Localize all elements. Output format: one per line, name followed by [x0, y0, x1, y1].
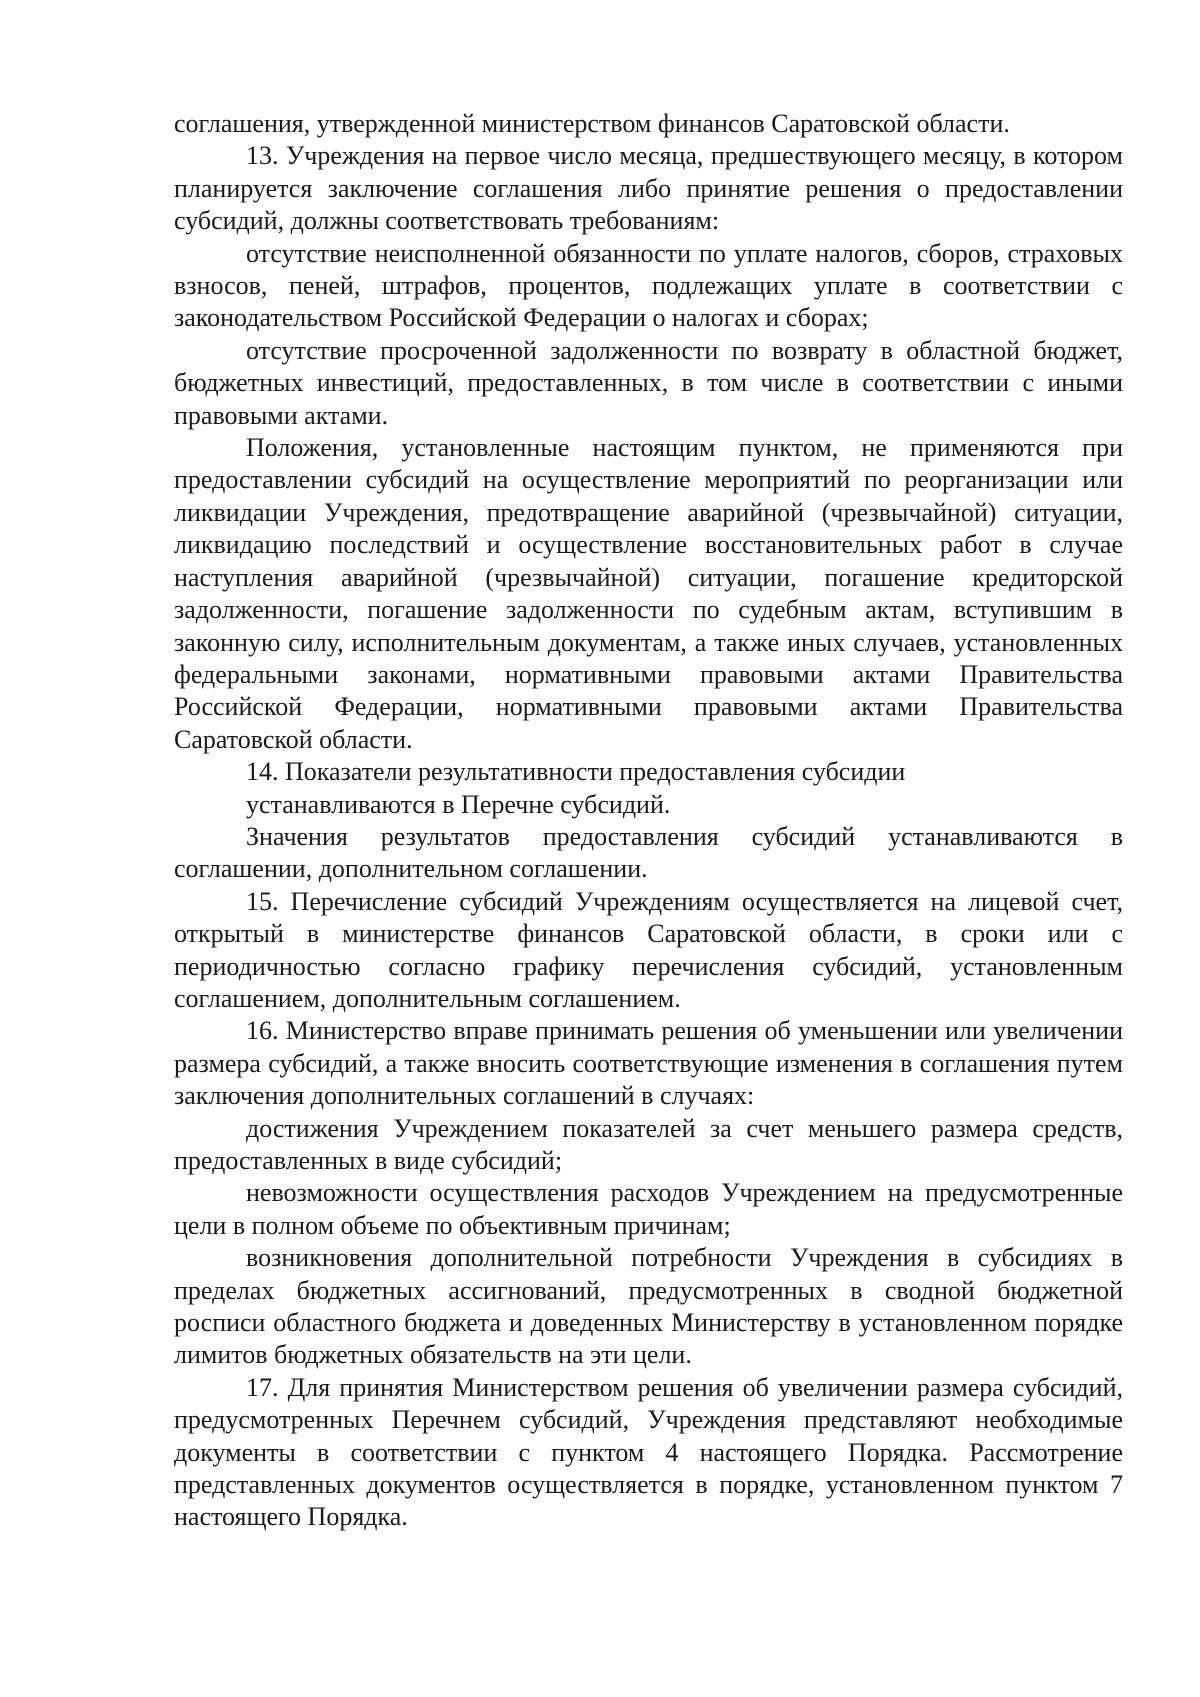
paragraph-item-14: 14. Показатели результативности предоставления субсидии: [246, 757, 906, 787]
paragraph-requirement-taxes: отсутствие неисполненной обязанности по уплате налогов, сборов, страховых взносов, пеней, штрафов, процентов, подлежащих уплате в соответствии с законодательством Российской Федерации о налогах и сборах;: [174, 238, 1123, 333]
paragraph-item-14-continued: устанавливаются в Перечне субсидий.: [246, 789, 671, 819]
document-body: [174, 108, 1123, 1534]
paragraph-case-impossibility: невозможности осуществления расходов Учреждением на предусмотренные цели в полном объеме по объективным причинам;: [174, 1178, 1123, 1240]
paragraph-item-15: 15. Перечисление субсидий Учреждениям осуществляется на лицевой счет, открытый в министерстве финансов Саратовской области, в сроки или с периодичностью согласно графику перечисления субсидий, установленным соглашением, дополнительным соглашением.: [174, 886, 1123, 1013]
paragraph-case-additional-need: возникновения дополнительной потребности Учреждения в субсидиях в пределах бюджетных ассигнований, предусмотренных в сводной бюджетной росписи областного бюджета и доведенных Министерству в установленном порядке лимитов бюджетных обязательств на эти цели.: [174, 1243, 1123, 1370]
paragraph-item-16: 16. Министерство вправе принимать решения об уменьшении или увеличении размера субсидий, а также вносить соответствующие изменения в соглашения путем заключения дополнительных соглашений в случаях:: [174, 1016, 1123, 1111]
paragraph-results-values: Значения результатов предоставления субсидий устанавливаются в соглашении, дополнительном соглашении.: [174, 821, 1123, 884]
paragraph-item-17: 17. Для принятия Министерством решения об увеличении размера субсидий, предусмотренных Перечнем субсидий, Учреждения представляют необходимые документы в соответствии с пунктом 4 настоящего Порядка. Рассмотрение представленных документов осуществляется в порядке, установленном пунктом 7 настоящего Порядка.: [174, 1372, 1123, 1532]
paragraph-item-13: 13. Учреждения на первое число месяца, предшествующего месяцу, в котором планируется заключение соглашения либо принятие решения о предоставлении субсидий, должны соответствовать требованиям:: [174, 141, 1123, 236]
paragraph-requirement-debt: отсутствие просроченной задолженности по возврату в областной бюджет, бюджетных инвестиций, предоставленных, в том числе в соответствии с иными правовыми актами.: [174, 335, 1123, 430]
paragraph-continuation: соглашения, утвержденной министерством финансов Саратовской области.: [174, 109, 1010, 138]
paragraph-exceptions: Положения, установленные настоящим пунктом, не применяются при предоставлении субсидий на осуществление мероприятий по реорганизации или ликвидации Учреждения, предотвращение аварийной (чрезвычайной) ситуации, ликвидацию последствий и осуществление восстановительных работ в случае наступления аварийной (чрезвычайной) ситуации, погашение кредиторской задолженности, погашение задолженности по судебным актам, вступившим в законную силу, исполнительным документам, а также иных случаев, установленных федеральными законами, нормативными правовыми актами Правительства Российской Федерации, нормативными правовыми актами Правительства Саратовской области.: [174, 433, 1123, 754]
paragraph-case-achievement: достижения Учреждением показателей за счет меньшего размера средств, предоставленных в виде субсидий;: [174, 1113, 1123, 1175]
